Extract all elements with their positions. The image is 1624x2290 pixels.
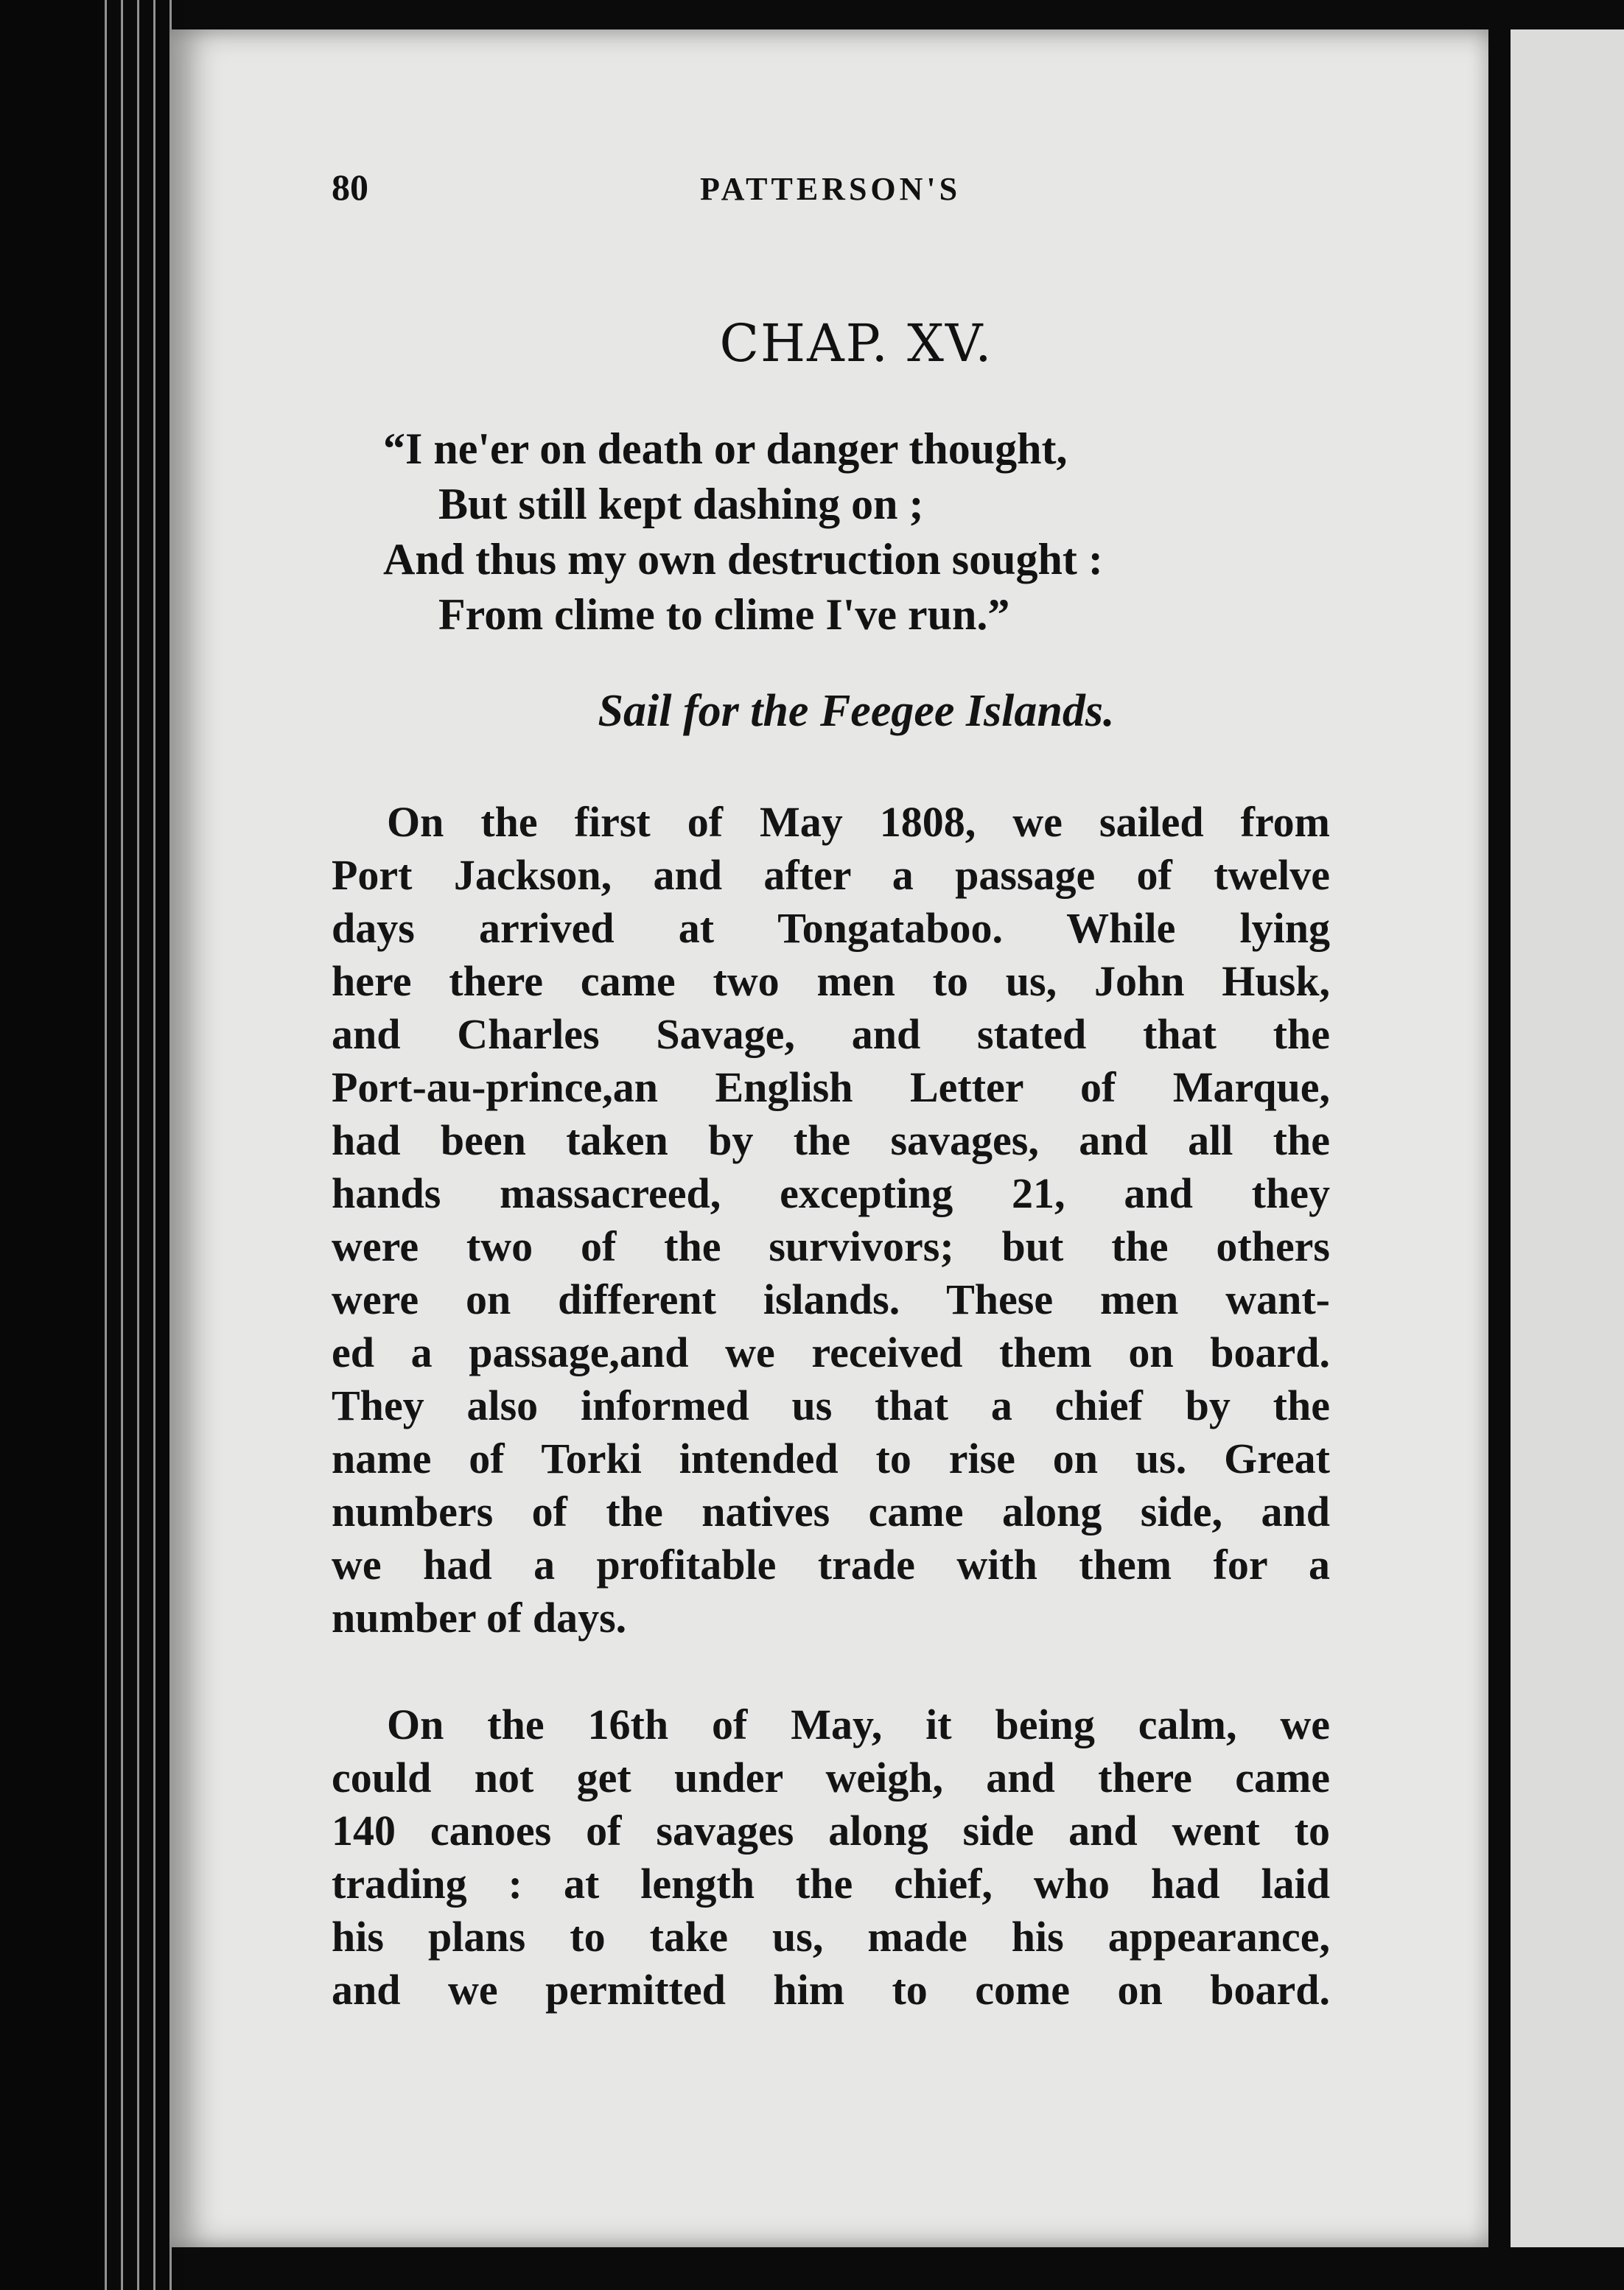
text-line: could not get under weigh, and there came [332,1754,1330,1801]
text-line: They also informed us that a chief by the [332,1382,1330,1429]
paragraph [332,796,1330,1645]
text-line: On the first of May 1808, we sailed from [387,798,1330,846]
text-line: Port-au-prince,an English Letter of Marque, [332,1063,1330,1111]
text-line: his plans to take us, made his appearance, [332,1913,1330,1961]
text-line: we had a profitable trade with them for a [332,1541,1330,1589]
text-line: and we permitted him to come on board. [332,1966,1330,2014]
text-line: here there came two men to us, John Husk, [332,957,1330,1005]
page-number: 80 [332,167,368,208]
text-line: and Charles Savage, and stated that the [332,1010,1330,1058]
text-line: hands massacreed, excepting 21, and they [332,1169,1330,1217]
text-line: ed a passage,and we received them on board. [332,1328,1330,1376]
text-line: On the 16th of May, it being calm, we [387,1701,1330,1748]
text-line: trading : at length the chief, who had laid [332,1860,1330,1908]
section-heading: Sail for the Feegee Islands. [598,686,1115,736]
paragraph [332,1698,1330,2017]
running-head: PATTERSON'S [700,171,962,207]
chapter-title: CHAP. XV. [719,313,993,374]
text-line: had been taken by the savages, and all the [332,1116,1330,1164]
verse-line: From clime to clime I've run.” [438,590,1010,639]
text-line: name of Torki intended to rise on us. Great [332,1435,1330,1482]
text-line: 140 canoes of savages along side and went to [332,1807,1330,1855]
verse-line: And thus my own destruction sought : [383,535,1103,584]
text-line: Port Jackson, and after a passage of twelve [332,851,1330,899]
text-line: days arrived at Tongataboo. While lying [332,904,1330,952]
epigraph-verse [383,421,1341,642]
text-line: were on different islands. These men want- [332,1275,1330,1323]
page-header [332,166,1330,217]
text-line: were two of the survivors; but the others [332,1222,1330,1270]
verse-line: But still kept dashing on ; [438,480,924,528]
text-line: number of days. [332,1594,627,1642]
text-line: numbers of the natives came along side, and [332,1488,1330,1536]
verse-line: “I ne'er on death or danger thought, [383,424,1068,473]
